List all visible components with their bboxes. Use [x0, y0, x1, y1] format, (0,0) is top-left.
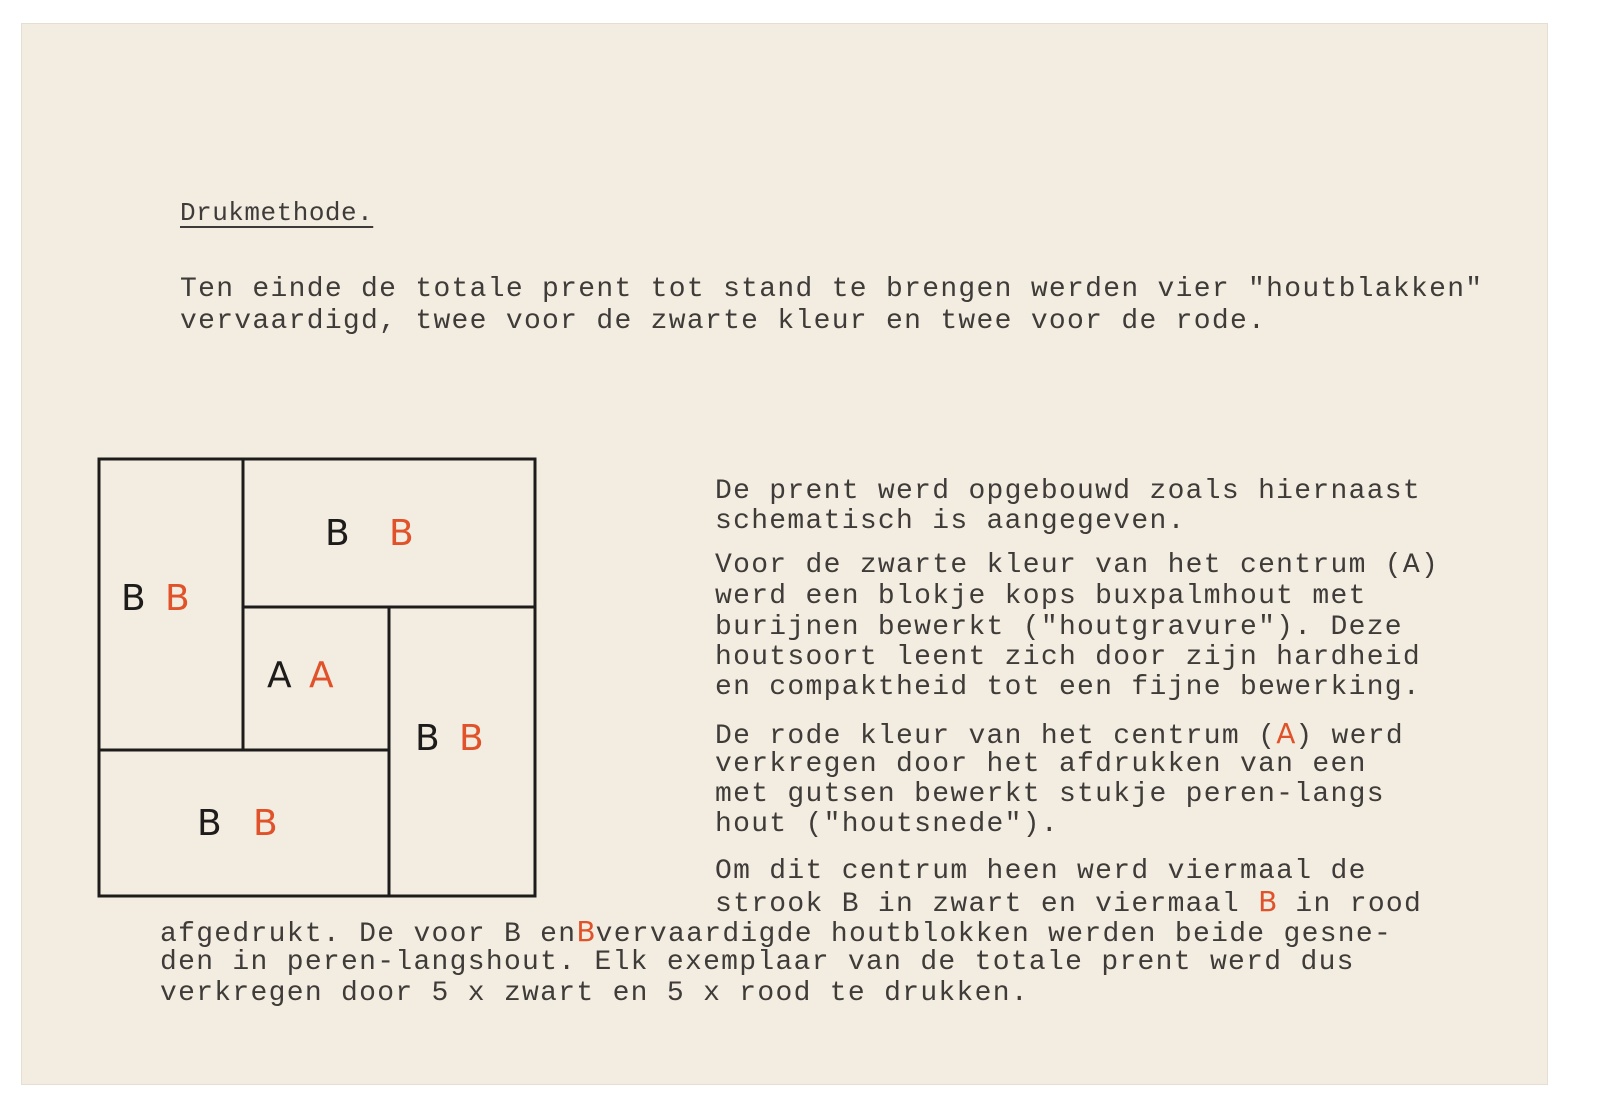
- p4-line-2: [715, 886, 1422, 920]
- right-label-black: B: [415, 718, 440, 759]
- p4-red-b-1: B: [1258, 885, 1278, 918]
- top-label-red: B: [389, 513, 414, 554]
- p4-red-b-2: B: [576, 915, 596, 948]
- p4-line-5: verkregen door 5 x zwart en 5 x rood te drukken.: [160, 978, 1029, 1009]
- bottom-label-black: B: [197, 803, 222, 844]
- p2-line-5: en compaktheid tot een fijne bewerking.: [715, 672, 1422, 703]
- p3-line-2: verkregen door het afdrukken van een: [715, 749, 1367, 780]
- document-heading: Drukmethode.: [180, 198, 374, 228]
- intro-line-1: Ten einde de totale prent tot stand te brengen werden vier "houtblakken": [180, 274, 1484, 305]
- p4-line-4: den in peren-langshout. Elk exemplaar van de totale prent werd dus: [160, 947, 1355, 978]
- p3-line-1-start: De rode kleur van het centrum (: [715, 721, 1277, 752]
- p3-red-a: A: [1276, 717, 1296, 750]
- intro-line-2: vervaardigd, twee voor de zwarte kleur en twee voor de rode.: [180, 306, 1267, 337]
- left-label-black: B: [121, 578, 146, 619]
- p4-line-2-start: strook B in zwart en viermaal: [715, 889, 1259, 920]
- p3-line-1-end: ) werd: [1295, 721, 1404, 752]
- p4-line-1: Om dit centrum heen werd viermaal de: [715, 856, 1367, 887]
- block-layout-diagram: [95, 455, 545, 905]
- p3-line-4: hout ("houtsnede").: [715, 809, 1059, 840]
- p3-line-3: met gutsen bewerkt stukje peren-langs: [715, 779, 1385, 810]
- right-label-red: B: [459, 718, 484, 759]
- p2-line-1: Voor de zwarte kleur van het centrum (A): [715, 550, 1440, 581]
- p4-line-2-end: in rood: [1277, 889, 1423, 920]
- center-label-red: A: [309, 655, 334, 696]
- p4-line-3-start: afgedrukt. De voor B en: [160, 919, 577, 950]
- p2-line-2: werd een blokje kops buxpalmhout met: [715, 581, 1367, 612]
- p4-line-3-end: vervaardigde houtblokken werden beide gesne-: [595, 919, 1393, 950]
- p2-line-4: houtsoort leent zich door zijn hardheid: [715, 642, 1422, 673]
- left-label-red: B: [165, 578, 190, 619]
- top-label-black: B: [325, 513, 350, 554]
- p2-line-3: burijnen bewerkt ("houtgravure"). Deze: [715, 612, 1403, 643]
- center-label-black: A: [267, 655, 292, 696]
- bottom-label-red: B: [253, 803, 278, 844]
- p1-line-2: schematisch is aangegeven.: [715, 506, 1186, 537]
- p1-line-1: De prent werd opgebouwd zoals hiernaast: [715, 476, 1422, 507]
- p3-line-1: [715, 718, 1404, 752]
- p4-line-3: [160, 916, 1392, 950]
